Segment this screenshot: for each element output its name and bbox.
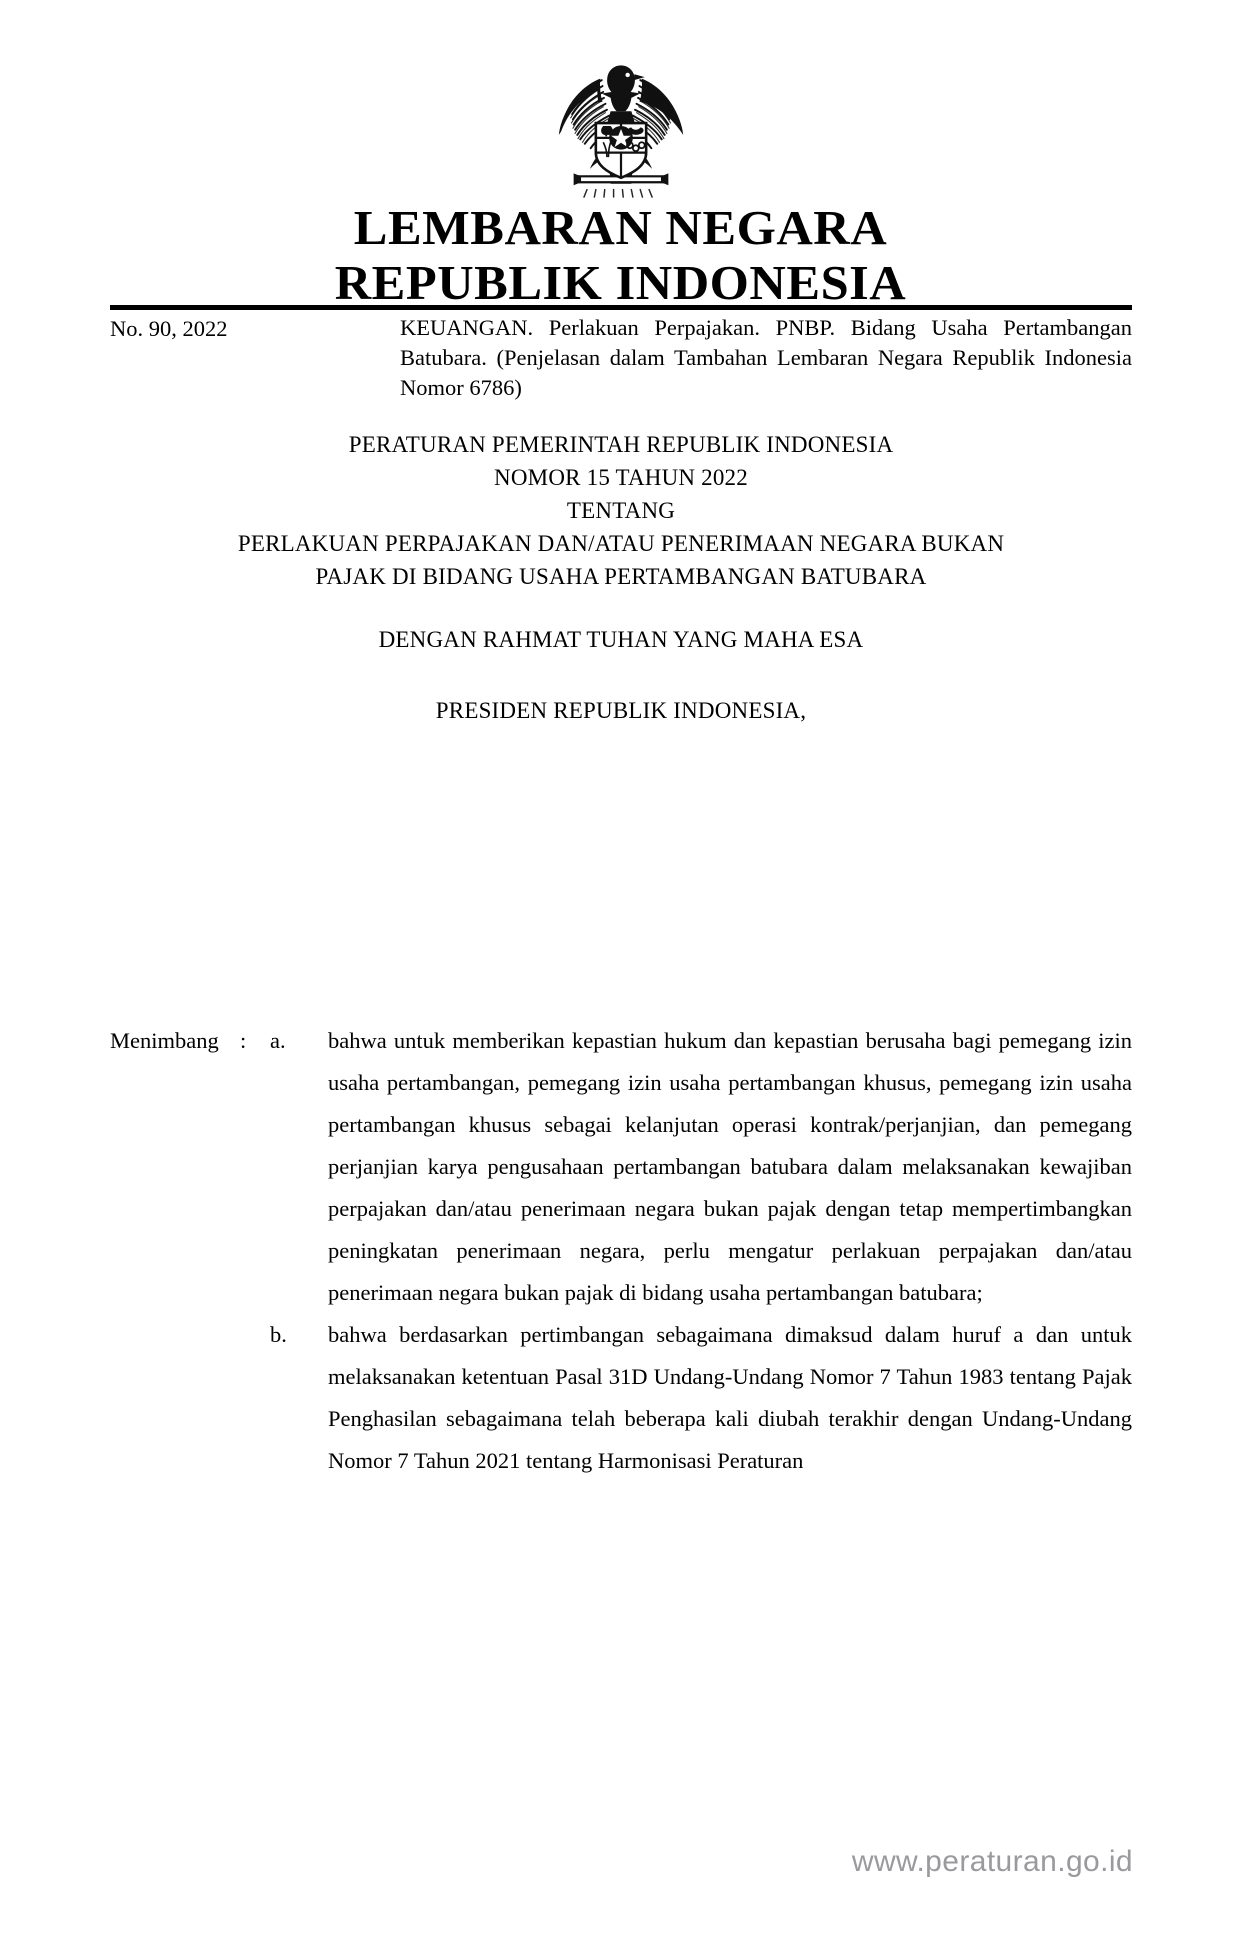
clause-a-text: bahwa untuk memberikan kepastian hukum dan kepastian berusaha bagi pemegang izin usaha pertambangan, pemegang izin usaha pertambangan khusus, pemegang izin usaha pertambangan khusus sebagai kelanjutan operasi kontrak/perjanjian, dan pemegang perjanjian karya pengusahaan pertambangan batubara dalam melaksanakan kewajiban perpajakan dan/atau penerimaan negara bukan pajak dengan tetap mempertimbangkan peningkatan penerimaan negara, perlu mengatur perlakuan perpajakan dan/atau penerimaan negara bukan pajak di bidang usaha pertambangan batubara; bbox=[328, 1028, 1132, 1305]
clause-b bbox=[110, 1314, 1132, 1482]
header-info-row bbox=[110, 313, 1132, 403]
title-president: PRESIDEN REPUBLIK INDONESIA, bbox=[435, 698, 807, 723]
emblem-container bbox=[0, 52, 1241, 200]
title-tentang: TENTANG bbox=[566, 498, 676, 523]
title-subject-line-1: PERLAKUAN PERPAJAKAN DAN/ATAU PENERIMAAN NEGARA BUKAN bbox=[237, 531, 1005, 556]
clause-b-letter: b. bbox=[270, 1322, 287, 1347]
gazette-subject bbox=[400, 313, 1132, 403]
title-block bbox=[110, 428, 1132, 727]
title-invocation: DENGAN RAHMAT TUHAN YANG MAHA ESA bbox=[378, 627, 864, 652]
masthead-line-1: LEMBARAN NEGARA bbox=[353, 200, 888, 255]
menimbang-section bbox=[110, 1020, 1132, 1482]
masthead-line-2: REPUBLIK INDONESIA bbox=[334, 255, 907, 310]
menimbang-label: Menimbang bbox=[110, 1028, 219, 1053]
masthead bbox=[0, 200, 1241, 310]
garuda-pancasila-icon bbox=[531, 52, 711, 200]
clause-a-letter: a. bbox=[270, 1028, 286, 1053]
gazette-number: No. 90, 2022 bbox=[110, 316, 228, 341]
menimbang-colon: : bbox=[240, 1028, 247, 1053]
clause-b-text: bahwa berdasarkan pertimbangan sebagaimana dimaksud dalam huruf a dan untuk melaksanakan ketentuan Pasal 31D Undang-Undang Nomor 7 Tahun 1983 tentang Pajak Penghasilan sebagaimana telah beberapa kali diubah terakhir dengan Undang-Undang Nomor 7 Tahun 2021 tentang Harmonisasi Peraturan bbox=[328, 1322, 1132, 1473]
title-subject-line-2: PAJAK DI BIDANG USAHA PERTAMBANGAN BATUBARA bbox=[315, 564, 927, 589]
clause-a bbox=[110, 1020, 1132, 1314]
title-number-year: NOMOR 15 TAHUN 2022 bbox=[494, 465, 748, 490]
title-spacer-1 bbox=[110, 593, 1132, 623]
title-spacer-2 bbox=[110, 656, 1132, 694]
header-divider bbox=[110, 305, 1132, 310]
title-regulation-type: PERATURAN PEMERINTAH REPUBLIK INDONESIA bbox=[348, 432, 894, 457]
clause-b-text-wrap bbox=[328, 1314, 1132, 1482]
site-watermark: www.peraturan.go.id bbox=[851, 1845, 1133, 1878]
gazette-subject-text: KEUANGAN. Perlakuan Perpajakan. PNBP. Bidang Usaha Pertambangan Batubara. (Penjelasan dalam Tambahan Lembaran Negara Republik Indonesia Nomor 6786) bbox=[400, 315, 1132, 400]
clause-a-text-wrap bbox=[328, 1020, 1132, 1314]
